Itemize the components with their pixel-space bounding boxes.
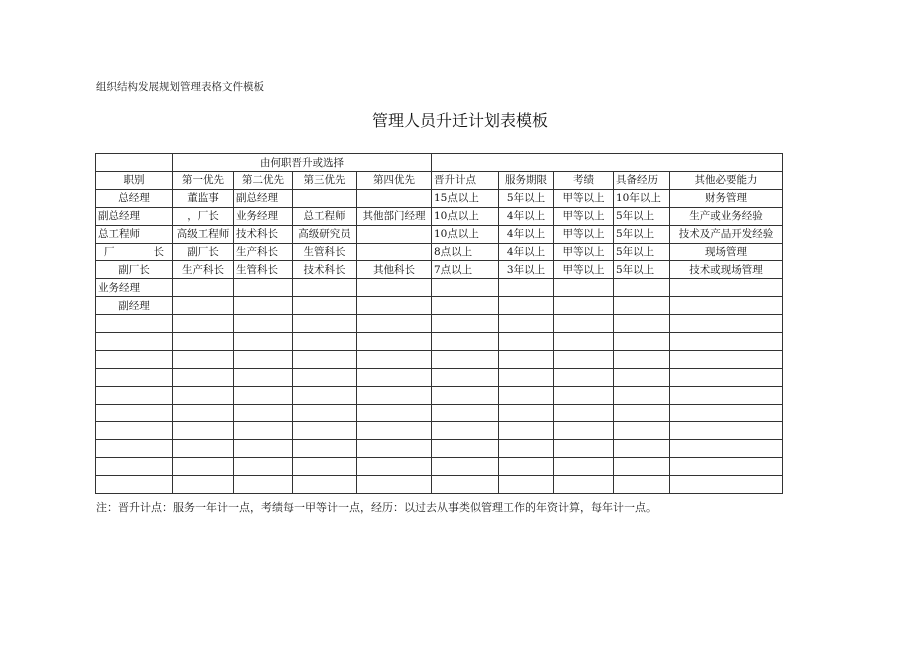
table-cell: 8点以上 <box>432 243 499 261</box>
table-cell <box>293 350 357 368</box>
table-row <box>96 261 783 279</box>
table-cell <box>96 476 173 494</box>
table-cell <box>234 368 293 386</box>
column-header: 具备经历 <box>614 172 670 190</box>
table-cell <box>234 297 293 315</box>
table-cell <box>432 440 499 458</box>
table-cell <box>293 368 357 386</box>
table-cell <box>293 404 357 422</box>
table-cell <box>432 333 499 351</box>
table-cell <box>357 333 432 351</box>
table-row <box>96 458 783 476</box>
table-cell: 甲等以上 <box>554 261 614 279</box>
table-cell <box>357 368 432 386</box>
table-cell <box>614 279 670 297</box>
table-cell <box>670 279 783 297</box>
table-cell <box>499 476 554 494</box>
table-cell: 副厂长 <box>96 261 173 279</box>
table-cell <box>357 404 432 422</box>
table-cell: 技术及产品开发经验 <box>670 225 783 243</box>
column-header: 第二优先 <box>234 172 293 190</box>
table-cell <box>614 333 670 351</box>
table-cell: 董监事 <box>173 189 234 207</box>
table-cell <box>432 422 499 440</box>
table-cell <box>357 476 432 494</box>
table-cell <box>234 315 293 333</box>
table-cell <box>554 440 614 458</box>
table-cell <box>96 350 173 368</box>
table-cell <box>614 458 670 476</box>
column-header: 第三优先 <box>293 172 357 190</box>
table-cell: 10年以上 <box>614 189 670 207</box>
table-cell <box>432 404 499 422</box>
table-cell: 3年以上 <box>499 261 554 279</box>
table-cell: 15点以上 <box>432 189 499 207</box>
table-row <box>96 297 783 315</box>
table-cell: 生管科长 <box>293 243 357 261</box>
table-cell <box>432 458 499 476</box>
table-cell <box>554 297 614 315</box>
table-cell <box>173 458 234 476</box>
table-row <box>96 440 783 458</box>
table-cell: ，厂长 <box>173 207 234 225</box>
table-cell <box>293 279 357 297</box>
table-cell: 技术科长 <box>293 261 357 279</box>
table-row <box>96 243 783 261</box>
header-cell-blank <box>432 154 783 172</box>
table-cell: 10点以上 <box>432 225 499 243</box>
table-cell <box>234 458 293 476</box>
table-cell <box>499 368 554 386</box>
table-cell <box>96 458 173 476</box>
table-cell <box>96 386 173 404</box>
table-cell: 业务经理 <box>96 279 173 297</box>
table-cell: 副厂长 <box>173 243 234 261</box>
table-cell <box>670 297 783 315</box>
table-cell: 厂长 <box>96 243 173 261</box>
table-cell <box>670 476 783 494</box>
document-header: 组织结构发展规划管理表格文件模板 <box>96 81 264 93</box>
table-cell <box>234 386 293 404</box>
table-cell <box>357 422 432 440</box>
table-cell: 甲等以上 <box>554 225 614 243</box>
table-cell <box>554 279 614 297</box>
table-cell: 副总经理 <box>234 189 293 207</box>
column-header: 其他必要能力 <box>670 172 783 190</box>
table-row <box>96 386 783 404</box>
table-cell: 总工程师 <box>293 207 357 225</box>
table-cell <box>357 279 432 297</box>
table-cell <box>670 333 783 351</box>
table-cell <box>670 350 783 368</box>
table-cell: 业务经理 <box>234 207 293 225</box>
table-cell: 总经理 <box>96 189 173 207</box>
table-cell <box>432 350 499 368</box>
table-cell: 副总经理 <box>96 207 173 225</box>
table-cell <box>554 315 614 333</box>
table-cell: 生产科长 <box>173 261 234 279</box>
table-cell <box>357 350 432 368</box>
table-row <box>96 225 783 243</box>
table-row <box>96 333 783 351</box>
table-cell <box>96 315 173 333</box>
table-cell <box>173 386 234 404</box>
table-row <box>96 404 783 422</box>
table-cell <box>293 297 357 315</box>
table-cell: 4年以上 <box>499 243 554 261</box>
table-cell <box>670 440 783 458</box>
table-cell <box>96 404 173 422</box>
column-header: 晋升计点 <box>432 172 499 190</box>
table-cell <box>554 368 614 386</box>
table-cell <box>293 422 357 440</box>
table-cell <box>432 315 499 333</box>
table-cell <box>554 333 614 351</box>
table-cell <box>293 476 357 494</box>
table-cell: 5年以上 <box>499 189 554 207</box>
table-cell <box>234 440 293 458</box>
table-cell <box>554 476 614 494</box>
table-cell <box>499 350 554 368</box>
table-cell <box>614 476 670 494</box>
table-cell <box>499 279 554 297</box>
table-cell <box>499 333 554 351</box>
table-row <box>96 189 783 207</box>
table-row <box>96 476 783 494</box>
table-cell <box>293 386 357 404</box>
table-cell: 生产或业务经验 <box>670 207 783 225</box>
table-cell <box>499 297 554 315</box>
table-cell <box>357 440 432 458</box>
table-cell <box>554 422 614 440</box>
table-cell <box>96 368 173 386</box>
table-cell <box>670 386 783 404</box>
table-cell <box>357 297 432 315</box>
table-cell: 生管科长 <box>234 261 293 279</box>
table-cell <box>432 279 499 297</box>
table-cell <box>614 422 670 440</box>
table-cell <box>499 315 554 333</box>
column-header: 职别 <box>96 172 173 190</box>
table-cell <box>234 476 293 494</box>
table-cell: 财务管理 <box>670 189 783 207</box>
page-title: 管理人员升迁计划表模板 <box>371 111 548 130</box>
table-cell <box>234 350 293 368</box>
table-cell: 副经理 <box>96 297 173 315</box>
table-cell: 技术或现场管理 <box>670 261 783 279</box>
table-cell: 4年以上 <box>499 225 554 243</box>
table-cell: 5年以上 <box>614 207 670 225</box>
table-cell <box>614 386 670 404</box>
table-cell <box>499 422 554 440</box>
column-header: 服务期限 <box>499 172 554 190</box>
table-column-header-row <box>96 172 783 190</box>
table-cell <box>357 458 432 476</box>
table-cell <box>173 422 234 440</box>
table-cell <box>670 458 783 476</box>
table-cell: 高级工程师 <box>173 225 234 243</box>
table-cell <box>432 476 499 494</box>
table-cell: 总工程师 <box>96 225 173 243</box>
table-cell <box>234 422 293 440</box>
table-cell: 5年以上 <box>614 225 670 243</box>
table-cell <box>173 350 234 368</box>
table-cell <box>357 189 432 207</box>
table-cell <box>96 422 173 440</box>
table-cell <box>554 386 614 404</box>
table-cell <box>173 279 234 297</box>
table-cell: 技术科长 <box>234 225 293 243</box>
table-cell <box>96 333 173 351</box>
table-row <box>96 422 783 440</box>
column-header: 第一优先 <box>173 172 234 190</box>
table-cell: 5年以上 <box>614 243 670 261</box>
table-cell <box>554 404 614 422</box>
table-cell <box>614 440 670 458</box>
table-cell: 7点以上 <box>432 261 499 279</box>
table-cell: 其他部门经理 <box>357 207 432 225</box>
table-cell <box>293 333 357 351</box>
footnote: 注：晋升计点：服务一年计一点，考绩每一甲等计一点，经历：以过去从事类似管理工作的年资计算，每年计一点。 <box>96 501 657 514</box>
header-cell-blank <box>96 154 173 172</box>
table-group-header-row <box>96 154 783 172</box>
table-cell <box>357 243 432 261</box>
table-row <box>96 279 783 297</box>
table-cell <box>173 476 234 494</box>
table-cell <box>670 422 783 440</box>
table-cell: 4年以上 <box>499 207 554 225</box>
table-row <box>96 315 783 333</box>
table-row <box>96 350 783 368</box>
table-cell <box>357 386 432 404</box>
table-cell <box>173 315 234 333</box>
table-cell: 现场管理 <box>670 243 783 261</box>
table-cell <box>234 404 293 422</box>
table-cell: 生产科长 <box>234 243 293 261</box>
table-cell: 高级研究员 <box>293 225 357 243</box>
table-cell <box>499 404 554 422</box>
table-cell <box>670 404 783 422</box>
table-cell <box>614 404 670 422</box>
table-cell <box>293 189 357 207</box>
column-header: 考绩 <box>554 172 614 190</box>
table-cell <box>173 404 234 422</box>
table-cell <box>614 315 670 333</box>
table-cell <box>357 315 432 333</box>
table-cell: 10点以上 <box>432 207 499 225</box>
promotion-plan-table <box>95 153 783 494</box>
table-cell: 5年以上 <box>614 261 670 279</box>
table-cell <box>96 440 173 458</box>
table-cell <box>614 368 670 386</box>
table-cell <box>173 440 234 458</box>
table-cell <box>554 458 614 476</box>
table-cell <box>173 297 234 315</box>
table-cell <box>173 368 234 386</box>
column-header: 第四优先 <box>357 172 432 190</box>
table-cell <box>432 386 499 404</box>
table-cell <box>670 368 783 386</box>
table-cell <box>554 350 614 368</box>
table-cell: 甲等以上 <box>554 189 614 207</box>
table-cell <box>432 297 499 315</box>
table-cell <box>614 297 670 315</box>
table-cell <box>293 315 357 333</box>
table-cell <box>614 350 670 368</box>
table-cell <box>499 386 554 404</box>
table-cell <box>499 440 554 458</box>
table-cell <box>173 333 234 351</box>
group-header-cell: 由何职晋升或选择 <box>173 154 432 172</box>
table-cell: 其他科长 <box>357 261 432 279</box>
table-cell <box>293 458 357 476</box>
table-cell <box>234 333 293 351</box>
table-cell <box>499 458 554 476</box>
table-cell <box>234 279 293 297</box>
table-row <box>96 368 783 386</box>
table-cell <box>293 440 357 458</box>
table-cell <box>432 368 499 386</box>
table-row <box>96 207 783 225</box>
table-cell <box>357 225 432 243</box>
table-cell <box>670 315 783 333</box>
table-cell: 甲等以上 <box>554 207 614 225</box>
table-cell: 甲等以上 <box>554 243 614 261</box>
